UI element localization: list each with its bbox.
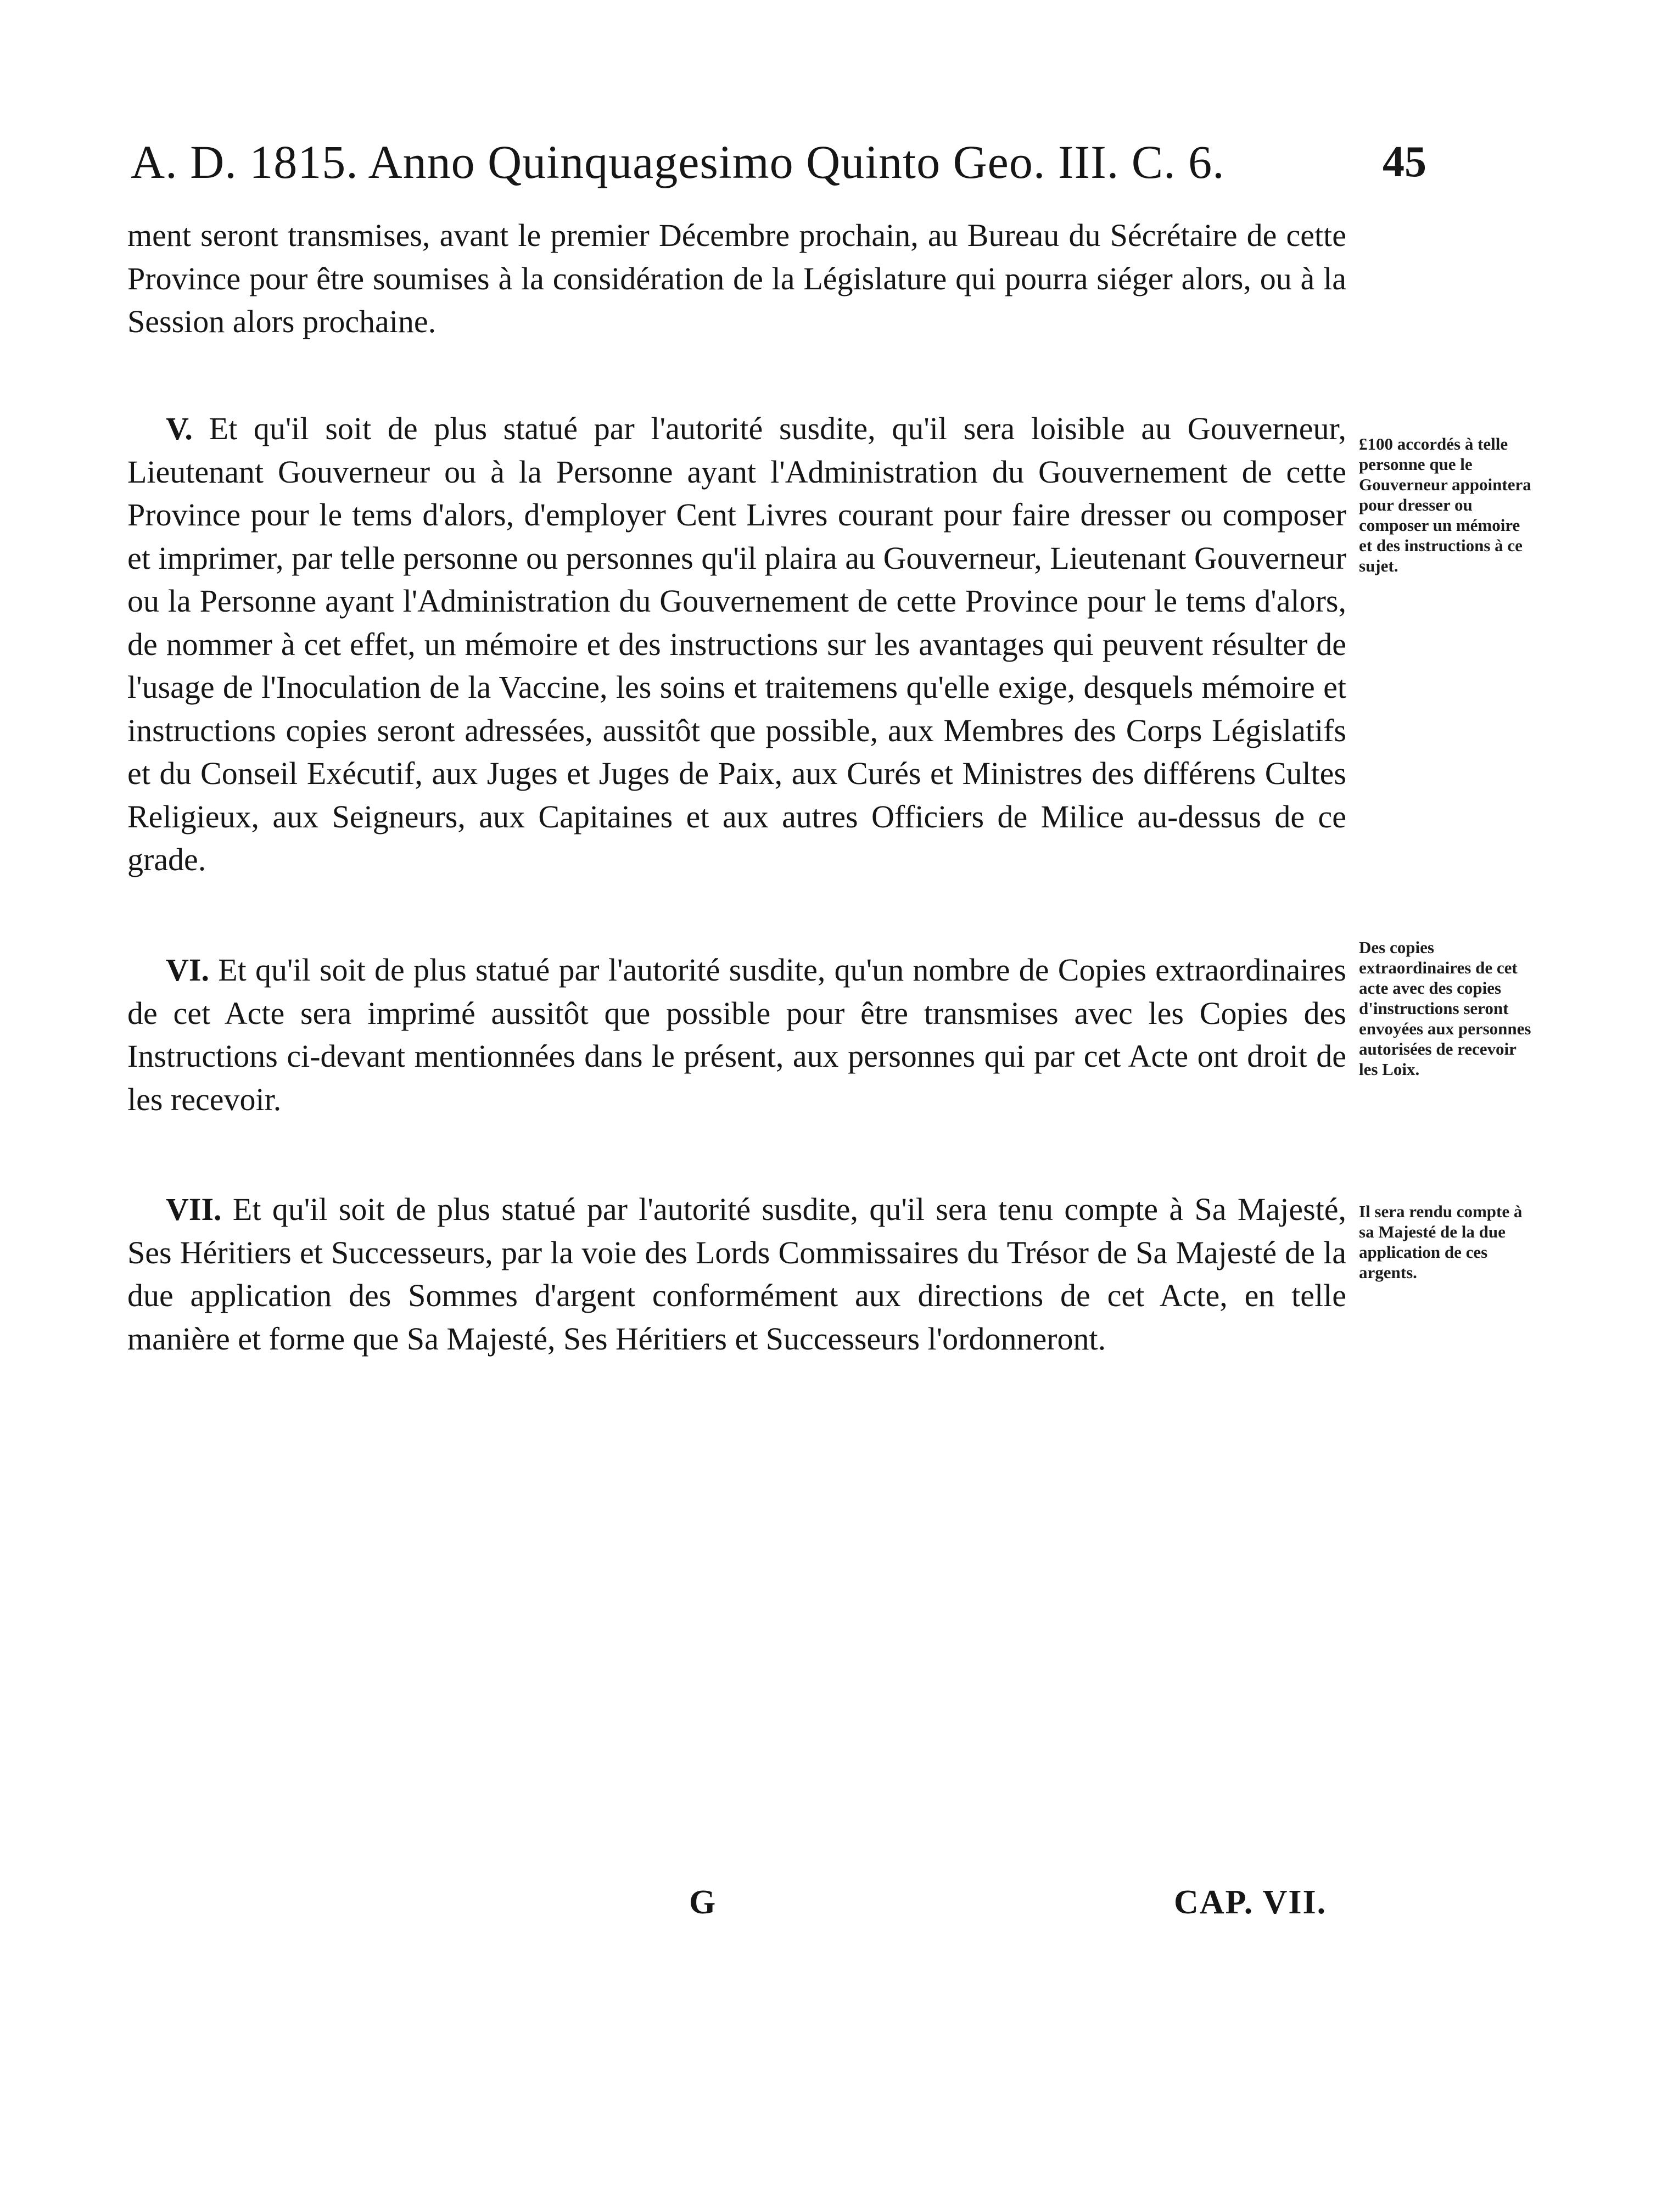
section-vi-text: Et qu'il soit de plus statué par l'autorité susdite, qu'un nombre de Copies extraordinaires de cet Acte sera imprimé aussitôt que possible pour être transmises avec les Copies des Instructions ci-devant mentionnées dans le présent, aux personnes qui par cet Acte ont droit de les recevoir. — [127, 952, 1346, 1117]
continuation-paragraph — [127, 214, 1346, 344]
section-vii-text: Et qu'il soit de plus statué par l'autorité susdite, qu'il sera tenu compte à Sa Majesté, Ses Héritiers et Successeurs, par la voie des Lords Commissaires du Trésor de Sa Majesté de la due application des Sommes d'argent conformément aux directions de cet Acte, en telle manière et forme que Sa Majesté, Ses Héritiers et Successeurs l'ordonneront. — [127, 1191, 1346, 1357]
section-v-text: Et qu'il soit de plus statué par l'autorité susdite, qu'il sera loisible au Gouverneur, Lieutenant Gouverneur ou à la Personne ayant l'Administration du Gouvernement de cette Province pour le tems d'alors, d'employer Cent Livres courant pour faire dresser ou composer et imprimer, par telle personne ou personnes qu'il plaira au Gouverneur, Lieutenant Gouverneur ou la Personne ayant l'Administration du Gouvernement de cette Province pour le tems d'alors, de nommer à cet effet, un mémoire et des instructions sur les avantages qui peuvent résulter de l'usage de l'Inoculation de la Vaccine, les soins et traitemens qu'elle exige, desquels mémoire et instructions copies seront adressées, aussitôt que possible, aux Membres des Corps Législatifs et du Conseil Exécutif, aux Juges et Juges de Paix, aux Curés et Ministres des différens Cultes Religieux, aux Seigneurs, aux Capitaines et aux autres Officiers de Milice au-dessus de ce grade. — [127, 411, 1346, 877]
section-vi-number: VI. — [166, 952, 209, 988]
page-number: 45 — [1383, 138, 1426, 186]
signature-mark: G — [689, 1884, 716, 1921]
section-vii-margin-note: Il sera rendu compte à sa Majesté de la due application de ces argents. — [1359, 1202, 1523, 1282]
section-v — [127, 407, 1346, 882]
section-v-number: V. — [166, 411, 193, 446]
section-vii — [127, 1188, 1346, 1360]
section-vii-number: VII. — [166, 1191, 222, 1227]
catchword: CAP. VII. — [1174, 1884, 1327, 1921]
section-v-margin-note: £100 accordés à telle personne que le Gouverneur appointera pour dresser ou composer un mémoire et des instructions à ce sujet. — [1359, 434, 1531, 575]
continuation-text: ment seront transmises, avant le premier Décembre prochain, au Bureau du Sécrétaire de cette Province pour être soumises à la considération de la Législature qui pourra siéger alors, ou à la Session alors prochaine. — [127, 217, 1346, 339]
section-vi — [127, 949, 1346, 1121]
running-title: A. D. 1815. Anno Quinquagesimo Quinto Geo. III. C. 6. — [131, 136, 1225, 188]
section-vi-margin-note: Des copies extraordinaires de cet acte avec des copies d'instructions seront envoyées aux personnes autorisées de recevoir les Loix. — [1359, 938, 1531, 1079]
page-header — [131, 129, 1426, 195]
